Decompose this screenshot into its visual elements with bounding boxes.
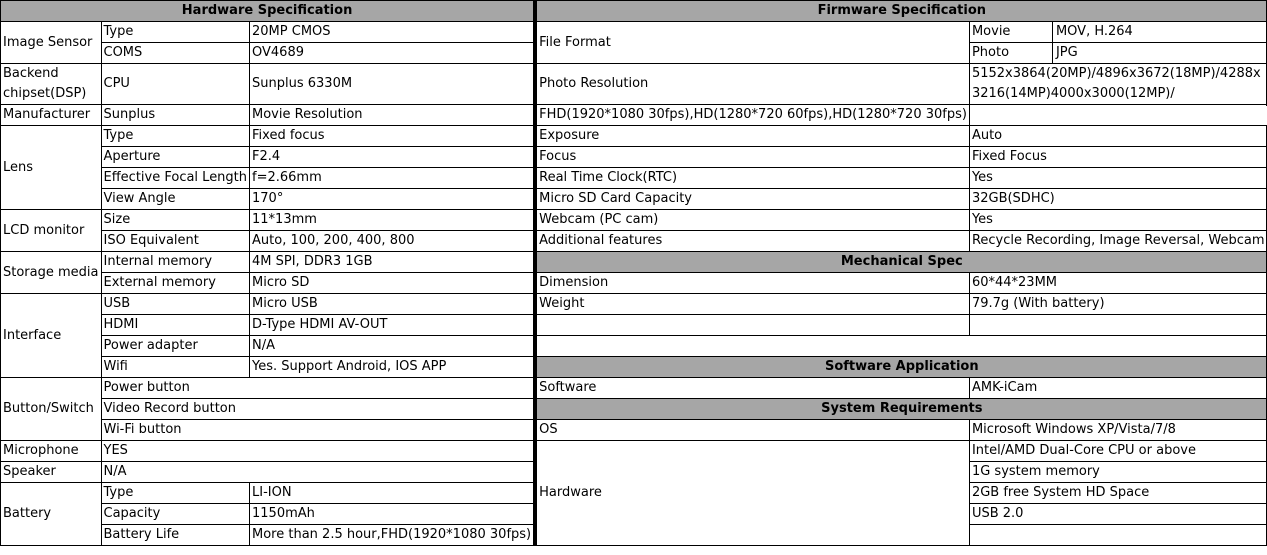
file-format-movie-cell [969, 22, 1267, 43]
aperture-key: Aperture [101, 147, 250, 168]
weight-value: 79.7g (With battery) [969, 294, 1267, 315]
coms-key: COMS [101, 43, 250, 64]
lens-type-key: Type [101, 126, 250, 147]
manufacturer-value: Sunplus [101, 105, 250, 126]
lcd-size-key: Size [101, 210, 250, 231]
internal-memory-value: 4M SPI, DDR3 1GB [250, 252, 535, 273]
firmware-spec-header: Firmware Specification [536, 1, 1267, 22]
power-button-item: Power button [101, 378, 534, 399]
battery-capacity-key: Capacity [101, 504, 250, 525]
wifi-button-item: Wi-Fi button [101, 420, 534, 441]
microphone-label: Microphone [1, 441, 102, 462]
hardware-req-disk: 2GB free System HD Space [969, 483, 1267, 504]
file-format-label: File Format [536, 22, 969, 64]
photo-format-key: Photo [970, 43, 1053, 63]
movie-resolution-value: FHD(1920*1080 30fps),HD(1280*720 60fps),HD(1280*720 30fps) [536, 105, 969, 126]
os-label: OS [536, 420, 969, 441]
power-adapter-value: N/A [250, 336, 535, 357]
webcam-label: Webcam (PC cam) [536, 210, 969, 231]
exposure-value: Auto [969, 126, 1267, 147]
coms-value: OV4689 [250, 43, 535, 64]
photo-format-value: JPG [1055, 45, 1078, 60]
focus-label: Focus [536, 147, 969, 168]
manufacturer-key: Manufacturer [1, 105, 102, 126]
sensor-type-value: 20MP CMOS [250, 22, 535, 43]
view-angle-key: View Angle [101, 189, 250, 210]
button-switch-label: Button/Switch [1, 378, 102, 441]
system-requirements-header: System Requirements [536, 399, 1267, 420]
wifi-key: Wifi [101, 357, 250, 378]
additional-features-label: Additional features [536, 231, 969, 252]
empty-cell [536, 315, 969, 336]
backend-chipset-label: Backend chipset(DSP) [1, 64, 102, 105]
internal-memory-key: Internal memory [101, 252, 250, 273]
photo-resolution-label: Photo Resolution [536, 64, 969, 105]
sensor-type-key: Type [101, 22, 250, 43]
hardware-req-cpu: Intel/AMD Dual-Core CPU or above [969, 441, 1267, 462]
battery-type-value: LI-ION [250, 483, 535, 504]
external-memory-key: External memory [101, 273, 250, 294]
iso-value: Auto, 100, 200, 400, 800 [250, 231, 535, 252]
lcd-size-value: 11*13mm [250, 210, 535, 231]
hdmi-key: HDMI [101, 315, 250, 336]
battery-life-key: Battery Life [101, 525, 250, 546]
lcd-monitor-label: LCD monitor [1, 210, 102, 252]
lens-type-value: Fixed focus [250, 126, 535, 147]
image-sensor-label: Image Sensor [1, 22, 102, 64]
power-adapter-key: Power adapter [101, 336, 250, 357]
photo-resolution-value: 5152x3864(20MP)/4896x3672(18MP)/4288x3216(14MP)4000x3000(12MP)/ [969, 64, 1267, 105]
dimension-label: Dimension [536, 273, 969, 294]
speaker-label: Speaker [1, 462, 102, 483]
microphone-value: YES [101, 441, 534, 462]
focal-length-key: Effective Focal Length [101, 168, 250, 189]
view-angle-value: 170° [250, 189, 535, 210]
battery-label: Battery [1, 483, 102, 546]
empty-cell [969, 315, 1267, 336]
dimension-value: 60*44*23MM [969, 273, 1267, 294]
focus-value: Fixed Focus [969, 147, 1267, 168]
hardware-req-usb: USB 2.0 [969, 504, 1267, 525]
speaker-value: N/A [101, 462, 534, 483]
weight-label: Weight [536, 294, 969, 315]
rtc-label: Real Time Clock(RTC) [536, 168, 969, 189]
battery-capacity-value: 1150mAh [250, 504, 535, 525]
movie-resolution-label: Movie Resolution [250, 105, 535, 126]
hdmi-value: D-Type HDMI AV-OUT [250, 315, 535, 336]
cpu-value: Sunplus 6330M [250, 64, 535, 105]
additional-features-value: Recycle Recording, Image Reversal, Webcam [969, 231, 1267, 252]
usb-value: Micro USB [250, 294, 535, 315]
sd-capacity-value: 32GB(SDHC) [969, 189, 1267, 210]
usb-key: USB [101, 294, 250, 315]
external-memory-value: Micro SD [250, 273, 535, 294]
wifi-value: Yes. Support Android, IOS APP [250, 357, 535, 378]
rtc-value: Yes [969, 168, 1267, 189]
exposure-label: Exposure [536, 126, 969, 147]
video-record-button-item: Video Record button [101, 399, 534, 420]
empty-cell [536, 336, 1267, 357]
mechanical-spec-header: Mechanical Spec [536, 252, 1267, 273]
storage-media-label: Storage media [1, 252, 102, 294]
aperture-value: F2.4 [250, 147, 535, 168]
software-label: Software [536, 378, 969, 399]
software-application-header: Software Application [536, 357, 1267, 378]
hardware-req-memory: 1G system memory [969, 462, 1267, 483]
interface-label: Interface [1, 294, 102, 378]
os-value: Microsoft Windows XP/Vista/7/8 [969, 420, 1267, 441]
hardware-req-label: Hardware [536, 441, 969, 546]
sd-capacity-label: Micro SD Card Capacity [536, 189, 969, 210]
iso-key: ISO Equivalent [101, 231, 250, 252]
cpu-key: CPU [101, 64, 250, 105]
battery-life-value: More than 2.5 hour,FHD(1920*1080 30fps) [250, 525, 535, 546]
focal-length-value: f=2.66mm [250, 168, 535, 189]
webcam-value: Yes [969, 210, 1267, 231]
file-format-photo-cell [969, 43, 1267, 64]
lens-label: Lens [1, 126, 102, 210]
battery-type-key: Type [101, 483, 250, 504]
hardware-spec-header: Hardware Specification [1, 1, 535, 22]
software-value: AMK-iCam [969, 378, 1267, 399]
empty-cell [969, 525, 1267, 546]
movie-format-key: Movie [970, 22, 1053, 42]
movie-format-value: MOV, H.264 [1055, 24, 1133, 39]
